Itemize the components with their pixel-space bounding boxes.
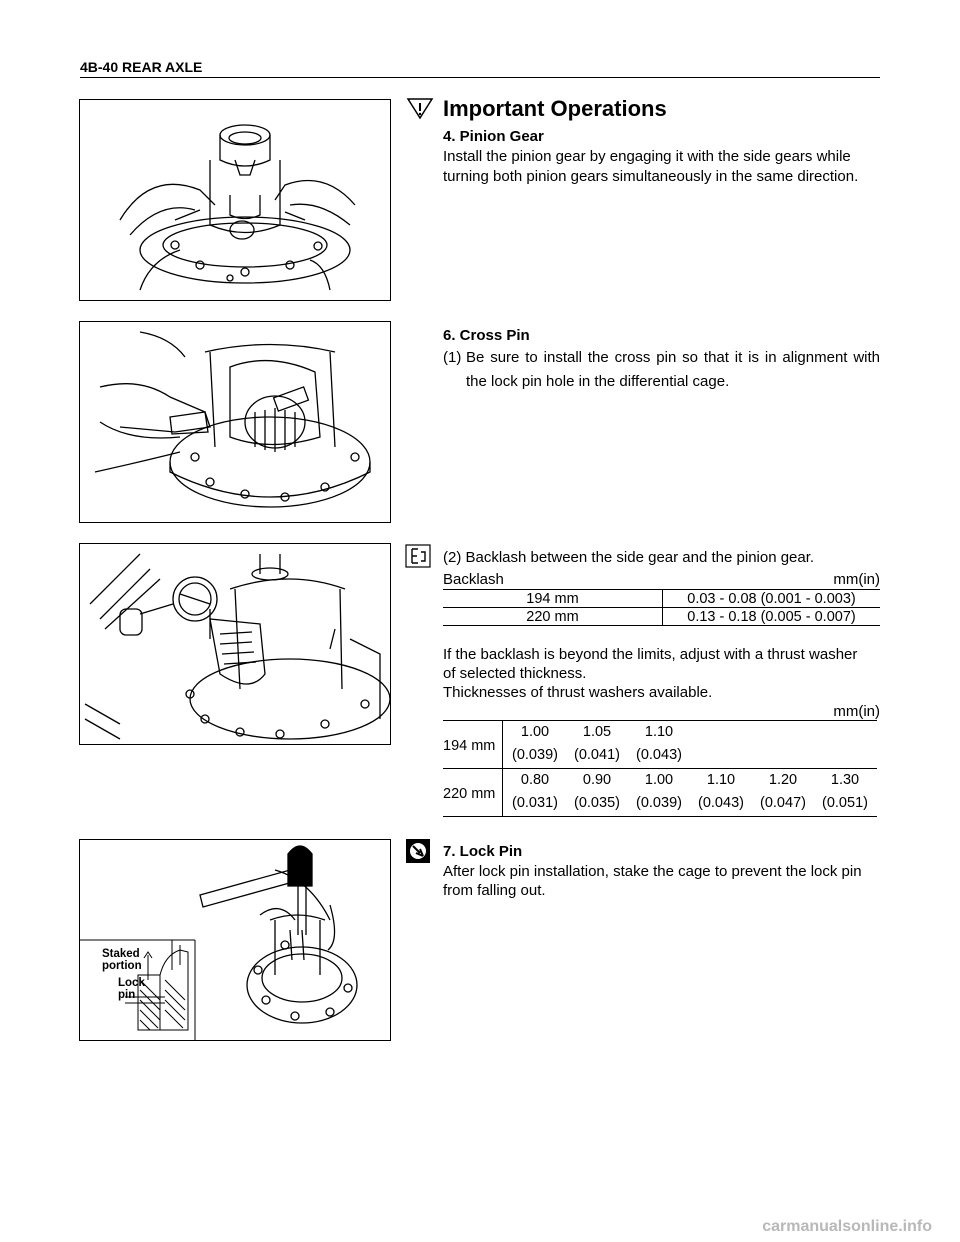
thickness-value: 0.80 (520, 772, 550, 788)
thickness-value: (0.043) (636, 747, 682, 763)
table-cell: 0.13 - 0.18 (0.005 - 0.007) (663, 608, 881, 626)
step-4-line-1: Install the pinion gear by engaging it with the side gears while (443, 148, 851, 165)
step-6-line-2: the lock pin hole in the differential cage. (466, 373, 730, 390)
thickness-unit: mm(in) (833, 703, 880, 720)
backlash-note-2: of selected thickness. (443, 665, 587, 682)
step-4-title: 4. Pinion Gear (443, 128, 544, 145)
thickness-table-mid-rule (443, 768, 877, 769)
thickness-value: (0.041) (574, 747, 620, 763)
warning-triangle-icon (406, 96, 434, 120)
thickness-table-bottom-rule (443, 816, 877, 817)
thickness-value: 0.90 (582, 772, 612, 788)
inset-label-portion: portion (102, 960, 142, 972)
header-rule (80, 77, 880, 78)
footer-watermark[interactable]: carmanualsonline.info (762, 1218, 932, 1235)
thickness-value: 1.00 (644, 772, 674, 788)
thickness-row-194-label: 194 mm (443, 738, 496, 754)
thickness-value: (0.031) (512, 795, 558, 811)
inset-label-pin: pin (118, 989, 136, 1001)
backlash-note-3: Thicknesses of thrust washers available. (443, 684, 713, 701)
inset-label-lock: Lock (118, 977, 145, 989)
figure-lock-pin (79, 839, 391, 1041)
figure-pinion-gear (79, 99, 391, 301)
table-cell: 194 mm (443, 590, 663, 608)
table-row (443, 608, 880, 626)
measure-icon (405, 544, 431, 568)
thickness-value: (0.039) (636, 795, 682, 811)
step-7-line-1: After lock pin installation, stake the cage to prevent the lock pin (443, 863, 862, 880)
section-heading: Important Operations (443, 96, 667, 121)
page-header: 4B-40 REAR AXLE (80, 59, 203, 75)
step-4-line-2: turning both pinion gears simultaneously in the same direction. (443, 168, 859, 185)
table-row (443, 590, 880, 608)
thickness-value: (0.035) (574, 795, 620, 811)
step-6-title: 6. Cross Pin (443, 327, 530, 344)
thickness-value: (0.051) (822, 795, 868, 811)
backlash-unit: mm(in) (833, 571, 880, 588)
backlash-note-1: If the backlash is beyond the limits, adjust with a thrust washer (443, 646, 858, 663)
figure-backlash-measure (79, 543, 391, 745)
table-cell: 0.03 - 0.08 (0.001 - 0.003) (663, 590, 881, 608)
step-7-line-2: from falling out. (443, 882, 546, 899)
thickness-value: (0.039) (512, 747, 558, 763)
step-6-line-1: Be sure to install the cross pin so that it is in alignment with (466, 349, 880, 366)
figure-cross-pin (79, 321, 391, 523)
step-7-title: 7. Lock Pin (443, 843, 523, 860)
table-cell: 220 mm (443, 608, 663, 626)
thickness-value: 1.10 (706, 772, 736, 788)
thickness-row-220-label: 220 mm (443, 786, 496, 802)
thickness-value: 1.10 (644, 724, 674, 740)
thickness-value: 1.30 (830, 772, 860, 788)
backlash-table (443, 590, 880, 626)
backlash-item: (2) Backlash between the side gear and the pinion gear. (443, 549, 815, 566)
backlash-label: Backlash (443, 571, 504, 588)
thickness-value: (0.043) (698, 795, 744, 811)
inset-label-staked: Staked (102, 948, 140, 960)
thickness-value: 1.05 (582, 724, 612, 740)
thickness-value: 1.00 (520, 724, 550, 740)
thickness-table-top-rule (443, 720, 877, 721)
step-6-item-number: (1) (443, 349, 462, 366)
thickness-value: (0.047) (760, 795, 806, 811)
thickness-value: 1.20 (768, 772, 798, 788)
wrench-icon (405, 838, 431, 864)
